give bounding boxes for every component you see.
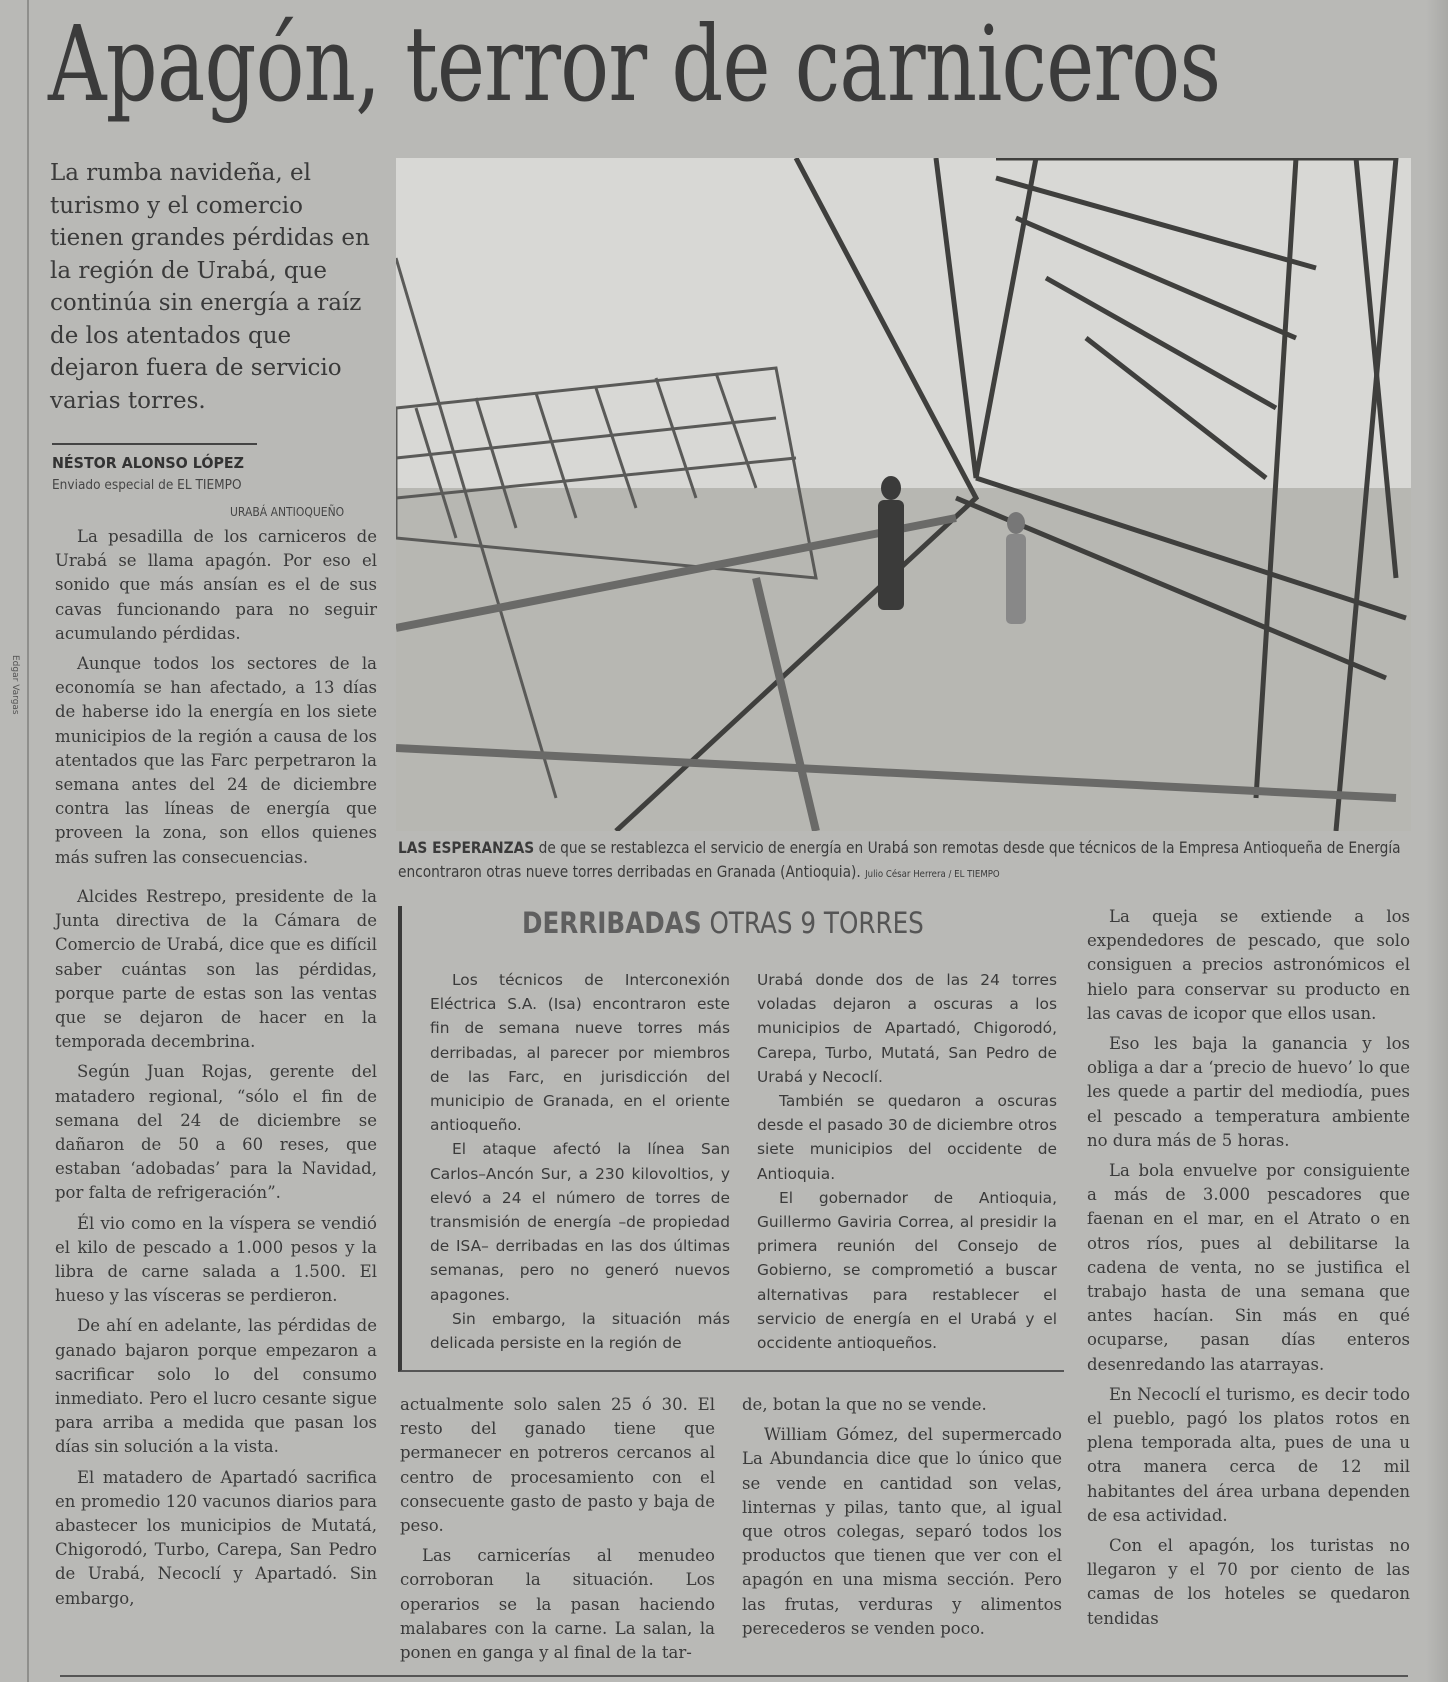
- paragraph: El matadero de Apartadó sacrifica en promedio 120 vacunos diarios para abastecer los municipios de Mutatá, Chigorodó, Turbo, Carepa, San Pedro de Urabá, Necoclí y Apartadó. Sin embargo,: [55, 1467, 377, 1608]
- deck-summary: La rumba navideña, el turismo y el comercio tienen grandes pérdidas en la región de Urabá, que continúa sin energía a raíz de los atentados que dejaron fuera de servicio varias torres.: [50, 160, 370, 414]
- paragraph: Aunque todos los sectores de la economía se han afectado, a 13 días de haberse ido la energía en los siete municipios de la región a causa de los atentados que las Farc perpetraron la semana antes del 24 de diciembre contra las líneas de energía que proveen la zona, son ellos quienes más sufren las consecuencias.: [55, 654, 377, 867]
- sidebar-title-rest: OTRAS 9 TORRES: [701, 906, 924, 940]
- paragraph: En Necoclí el turismo, es decir todo el pueblo, pagó los platos rotos en plena temporada alta, pues de una u otra manera cerca de 12 mil habitantes del área urbana dependen de esa actividad.: [1087, 1384, 1410, 1525]
- photo-caption: [398, 836, 1418, 887]
- sidebar-title: [522, 906, 924, 940]
- caption-text: de que se restablezca el servicio de energía en Urabá son remotas desde que técnicos de la Empresa Antioqueña de Energía encontraron otras nueve torres derribadas en Granada (Antioquia).: [398, 838, 1401, 881]
- side-photo-credit: Edgar Vargas: [10, 655, 20, 715]
- body-column-3: [742, 1393, 1062, 1647]
- page-fold-line: [27, 0, 29, 1682]
- sidebar-column-2: [757, 968, 1057, 1355]
- paragraph: William Gómez, del supermercado La Abundancia dice que lo único que se vende en cantidad son velas, linternas y pilas, tanto que, al igual que otros colegas, separó todos los productos que tienen que ver con el apagón en una misma sección. Pero las frutas, verduras y alimentos perecederos se venden poco.: [742, 1425, 1062, 1638]
- paragraph: Con el apagón, los turistas no llegaron y el 70 por ciento de las camas de los hoteles se quedaron tendidas: [1087, 1536, 1410, 1628]
- dateline: URABÁ ANTIOQUEÑO: [230, 505, 345, 519]
- page-edge-shadow: [1426, 0, 1448, 1682]
- sidebar-column-1: [430, 968, 730, 1355]
- body-column-2: [400, 1393, 715, 1671]
- byline-author: NÉSTOR ALONSO LÓPEZ: [52, 454, 245, 472]
- sky: [396, 158, 1411, 498]
- paragraph: Las carnicerías al menudeo corroboran la situación. Los operarios se la pasan haciendo malabares con la carne. La salan, la ponen en ganga y al final de la tar-: [400, 1546, 715, 1663]
- byline-role: Enviado especial de EL TIEMPO: [52, 477, 242, 493]
- paragraph: Alcides Restrepo, presidente de la Junta directiva de la Cámara de Comercio de Urabá, dice que es difícil saber cuántas son las pérdidas, porque parte de estas son las ventas que se dejaron de hacer en la temporada decembrina.: [55, 887, 377, 1052]
- paragraph: actualmente solo salen 25 ó 30. El resto del ganado tiene que permanecer en potreros cercanos al centro de procesamiento con el consecuente gasto de pasto y baja de peso.: [400, 1395, 715, 1536]
- caption-lead: LAS ESPERANZAS: [398, 838, 535, 857]
- sidebar-paragraph: Sin embargo, la situación más delicada persiste en la región de: [430, 1309, 730, 1353]
- paragraph: Él vio como en la víspera se vendió el kilo de pescado a 1.000 pesos y la libra de carne salada a 1.500. El hueso y las vísceras se perdieron.: [55, 1213, 377, 1306]
- paragraph: de, botan la que no se vende.: [742, 1395, 987, 1414]
- body-column-1-bottom: [55, 885, 377, 1617]
- page-bottom-rule: [60, 1675, 1408, 1677]
- paragraph: La queja se extiende a los expendedores de pescado, que solo consiguen a precios astronómicos el hielo para conservar su producto en las cavas de icopor que ellos usan.: [1087, 907, 1410, 1023]
- paragraph: La pesadilla de los carniceros de Urabá se llama apagón. Por eso el sonido que más ansían es el de sus cavas funcionando para no seguir acumulando pérdidas.: [55, 527, 377, 643]
- sidebar-title-strong: DERRIBADAS: [522, 906, 702, 940]
- body-column-1-top: [55, 525, 377, 876]
- sidebar-paragraph: También se quedaron a oscuras desde el pasado 30 de diciembre otros siete municipios del occidente de Antioquia.: [757, 1092, 1057, 1183]
- paragraph: La bola envuelve por consiguiente a más de 3.000 pescadores que faenan en el mar, en el Atrato o en otros ríos, pues al debilitarse la cadena de venta, no se justifica el trabajo hasta de una semana que antes hacían. Sin más en qué ocuparse, pasan días enteros desenredando las atarrayas.: [1087, 1161, 1410, 1374]
- sidebar-paragraph: El ataque afectó la línea San Carlos–Ancón Sur, a 230 kilovoltios, y elevó a 24 el número de torres de transmisión de energía –de propiedad de ISA– derribadas en las dos últimas semanas, pero no generó nuevos apagones.: [430, 1140, 730, 1304]
- headline: Apagón, terror de carniceros: [48, 3, 1221, 125]
- sidebar-box: [398, 906, 1064, 1372]
- paragraph: De ahí en adelante, las pérdidas de ganado bajaron porque empezaron a sacrificar solo lo del consumo inmediato. Pero el lucro cesante sigue para arriba a medida que pasan los días sin solución a la vista.: [55, 1316, 377, 1457]
- byline-rule: [52, 443, 257, 445]
- news-photo: [396, 158, 1411, 831]
- sidebar-paragraph: Urabá donde dos de las 24 torres voladas dejaron a oscuras a los municipios de Apartadó, Chigorodó, Carepa, Turbo, Mutatá, San Pedro de Urabá y Necoclí.: [757, 971, 1057, 1086]
- fallen-tower-illustration: [396, 158, 1411, 831]
- sidebar-paragraph: El gobernador de Antioquia, Guillermo Gaviria Correa, al presidir la primera reunión del Consejo de Gobierno, se comprometió a buscar alternativas para restablecer el servicio de energía en el Urabá y el occidente antioqueños.: [757, 1188, 1057, 1353]
- body-column-4: [1087, 905, 1410, 1637]
- paragraph: Eso les baja la ganancia y los obliga a dar a ‘precio de huevo’ lo que les quede a partir del mediodía, pues el pescado a temperatura ambiente no dura más de 5 horas.: [1087, 1034, 1410, 1150]
- paragraph: Según Juan Rojas, gerente del matadero regional, “sólo el fin de semana del 24 de diciembre se dañaron de 50 a 60 reses, que estaban ‘adobadas’ para la Navidad, por falta de refrigeración”.: [55, 1062, 377, 1203]
- photo-credit: Julio César Herrera / EL TIEMPO: [865, 869, 1000, 880]
- sidebar-paragraph: Los técnicos de Interconexión Eléctrica S.A. (Isa) encontraron este fin de semana nueve torres más derribadas, al parecer por miembros de las Farc, en jurisdicción del municipio de Granada, en el oriente antioqueño.: [430, 971, 730, 1135]
